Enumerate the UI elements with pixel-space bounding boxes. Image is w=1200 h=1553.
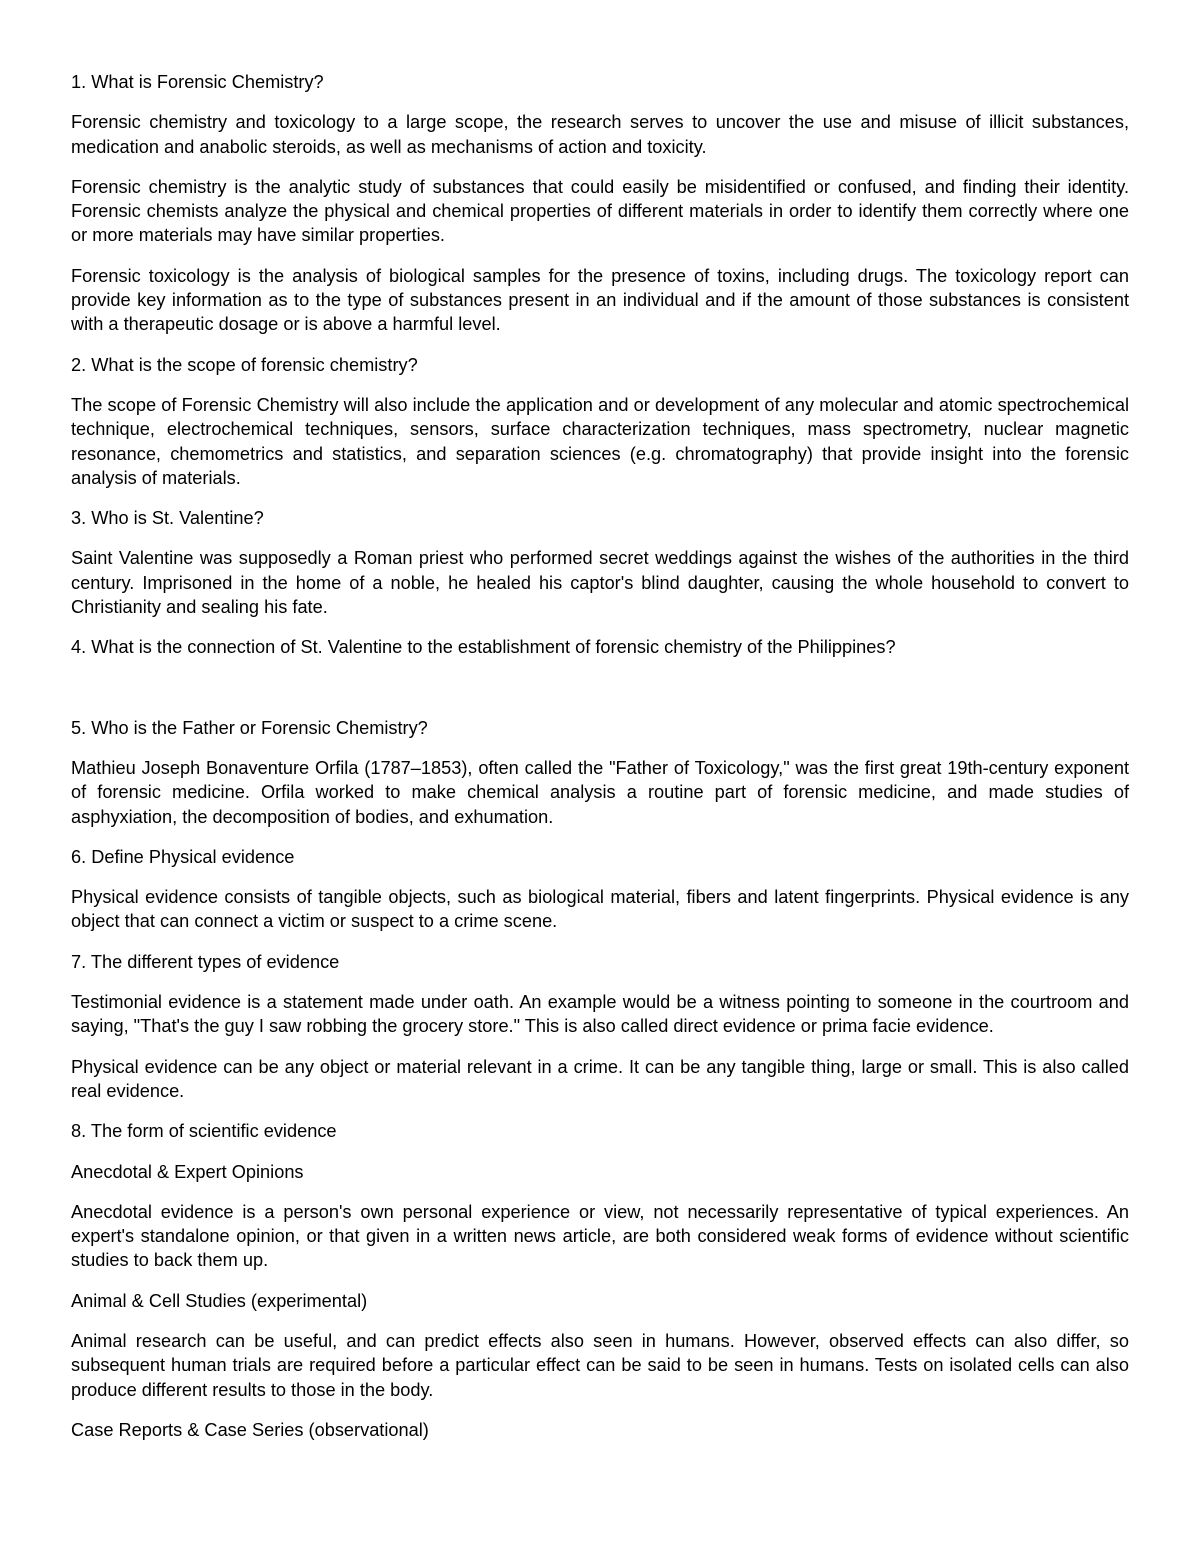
answer-1-paragraph-1: Forensic chemistry and toxicology to a large scope, the research serves to uncover the use and misuse of illicit substances, medication and anabolic steroids, as well as mechanisms of action and toxicity. (71, 112, 1129, 157)
question-5: 5. Who is the Father or Forensic Chemistry? (71, 717, 428, 738)
answer-7-paragraph-1: Testimonial evidence is a statement made under oath. An example would be a witness pointing to someone in the courtroom and saying, "That's the guy I saw robbing the grocery store." This is also called direct evidence or prima facie evidence. (71, 992, 1129, 1037)
question-1: 1. What is Forensic Chemistry? (71, 72, 324, 92)
answer-1-paragraph-3: Forensic toxicology is the analysis of biological samples for the presence of toxins, including drugs. The toxicology report can provide key information as to the type of substances present in an individual and if the amount of those substances is consistent with a therapeutic dosage or is above a harmful level. (71, 265, 1129, 335)
answer-1-paragraph-2: Forensic chemistry is the analytic study of substances that could easily be misidentified or confused, and finding their identity. Forensic chemists analyze the physical and chemical properties of different materials in order to identify them correctly where one or more materials may have similar properties. (71, 176, 1129, 246)
question-3: 3. Who is St. Valentine? (71, 508, 264, 529)
subheading-anecdotal: Anecdotal & Expert Opinions (71, 1161, 304, 1182)
question-6: 6. Define Physical evidence (71, 846, 295, 867)
answer-3: Saint Valentine was supposedly a Roman priest who performed secret weddings against the wishes of the authorities in the third century. Imprisoned in the home of a noble, he healed his captor's blind daughter, causing the whole household to convert to Christianity and sealing his fate. (71, 548, 1129, 618)
answer-8-animal-cell: Animal research can be useful, and can predict effects also seen in humans. However, observed effects can also differ, so subsequent human trials are required before a particular effect can be said to be seen in humans. Tests on isolated cells can also produce different results to those in the body. (71, 1330, 1129, 1400)
document-page (71, 70, 1129, 1458)
answer-5: Mathieu Joseph Bonaventure Orfila (1787–1853), often called the "Father of Toxicology," was the first great 19th-century exponent of forensic medicine. Orfila worked to make chemical analysis a routine part of forensic medicine, and made studies of asphyxiation, the decomposition of bodies, and exhumation. (71, 757, 1129, 827)
question-7: 7. The different types of evidence (71, 951, 340, 972)
answer-7-paragraph-2: Physical evidence can be any object or material relevant in a crime. It can be any tangible thing, large or small. This is also called real evidence. (71, 1056, 1129, 1101)
answer-2: The scope of Forensic Chemistry will also include the application and or development of any molecular and atomic spectrochemical technique, electrochemical techniques, sensors, surface characterization techniques, mass spectrometry, nuclear magnetic resonance, chemometrics and statistics, and separation sciences (e.g. chromatography) that provide insight into the forensic analysis of materials. (71, 394, 1129, 488)
question-4: 4. What is the connection of St. Valentine to the establishment of forensic chemistry of the Philippines? (71, 637, 896, 658)
subheading-case-reports: Case Reports & Case Series (observational) (71, 1419, 429, 1440)
subheading-animal-cell: Animal & Cell Studies (experimental) (71, 1290, 368, 1311)
question-8: 8. The form of scientific evidence (71, 1121, 337, 1142)
question-2: 2. What is the scope of forensic chemistry? (71, 354, 418, 375)
answer-8-anecdotal: Anecdotal evidence is a person's own personal experience or view, not necessarily representative of typical experiences. An expert's standalone opinion, or that given in a written news article, are both considered weak forms of evidence without scientific studies to back them up. (71, 1201, 1129, 1271)
blank-answer-4 (71, 676, 1129, 716)
answer-6: Physical evidence consists of tangible objects, such as biological material, fibers and latent fingerprints. Physical evidence is any object that can connect a victim or suspect to a crime scene. (71, 887, 1129, 932)
